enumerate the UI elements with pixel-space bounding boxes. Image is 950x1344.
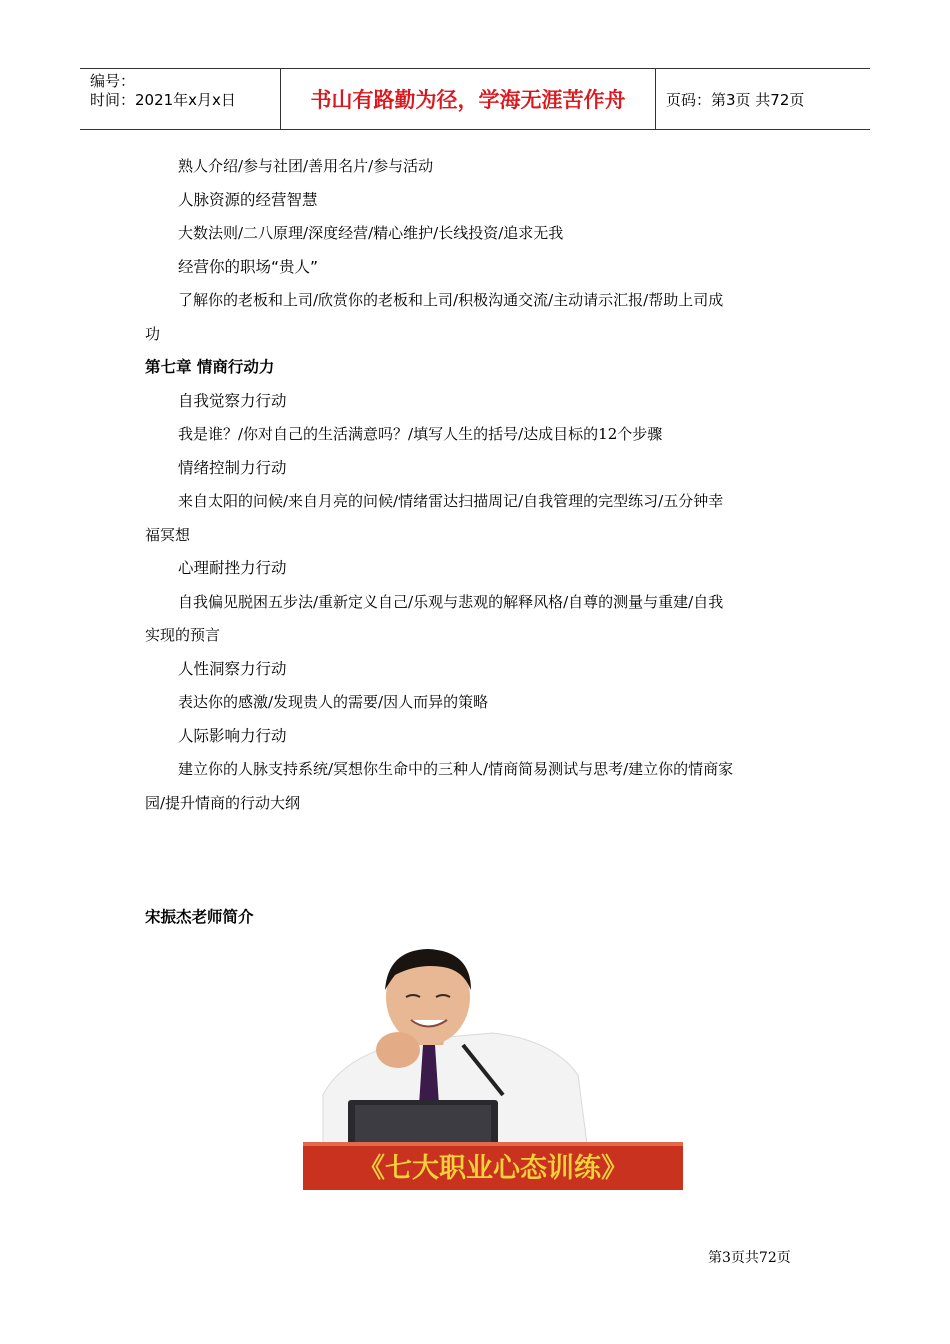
page-number-header: 页码：第3页 共72页: [666, 90, 805, 109]
text-line: 熟人介绍/参与社团/善用名片/参与活动: [178, 157, 434, 175]
subheading: 自我觉察力行动: [178, 391, 287, 410]
text-line: 建立你的人脉支持系统/冥想你生命中的三种人/情商简易测试与思考/建立你的情商家: [178, 760, 734, 778]
banner-text: 《七大职业心态训练》: [358, 1153, 628, 1184]
subheading: 人脉资源的经营智慧: [178, 190, 318, 209]
bio-title: 宋振杰老师简介: [145, 908, 254, 926]
subheading: 人际影响力行动: [178, 726, 287, 745]
text-line: 自我偏见脱困五步法/重新定义自己/乐观与悲观的解释风格/自尊的测量与重建/自我: [178, 592, 724, 611]
subheading: 人性洞察力行动: [178, 659, 287, 678]
text-line-continued: 福冥想: [145, 525, 191, 544]
document-body: [145, 150, 815, 820]
text-line-continued: 功: [145, 324, 161, 343]
text-line-continued: 实现的预言: [145, 626, 221, 644]
text-line: 了解你的老板和上司/欣赏你的老板和上司/积极沟通交流/主动请示汇报/帮助上司成: [178, 291, 724, 309]
text-line: 大数法则/二八原理/深度经营/精心维护/长线投资/追求无我: [178, 224, 564, 242]
chapter-heading: 第七章 情商行动力: [145, 358, 275, 376]
motto: 书山有路勤为径，学海无涯苦作舟: [280, 69, 656, 129]
text-line: 来自太阳的问候/来自月亮的问候/情绪雷达扫描周记/自我管理的完型练习/五分钟幸: [178, 492, 724, 510]
page-footer: 第3页共72页: [708, 1250, 791, 1266]
header-meta: [80, 69, 280, 129]
text-line: 表达你的感激/发现贵人的需要/因人而异的策略: [178, 693, 489, 711]
speaker-photo: [303, 945, 683, 1190]
number-label: 编号：: [90, 72, 136, 90]
text-line-continued: 园/提升情商的行动大纲: [145, 793, 301, 812]
subheading: 经营你的职场“贵人”: [178, 257, 319, 276]
speaker-photo-illustration: [303, 945, 683, 1190]
page-header: [80, 68, 870, 130]
date-label: 时间：2021年x月x日: [90, 91, 236, 109]
text-line: 我是谁？/你对自己的生活满意吗？/填写人生的括号/达成目标的12个步骤: [178, 425, 663, 443]
subheading: 心理耐挫力行动: [178, 559, 287, 577]
subheading: 情绪控制力行动: [178, 458, 287, 477]
